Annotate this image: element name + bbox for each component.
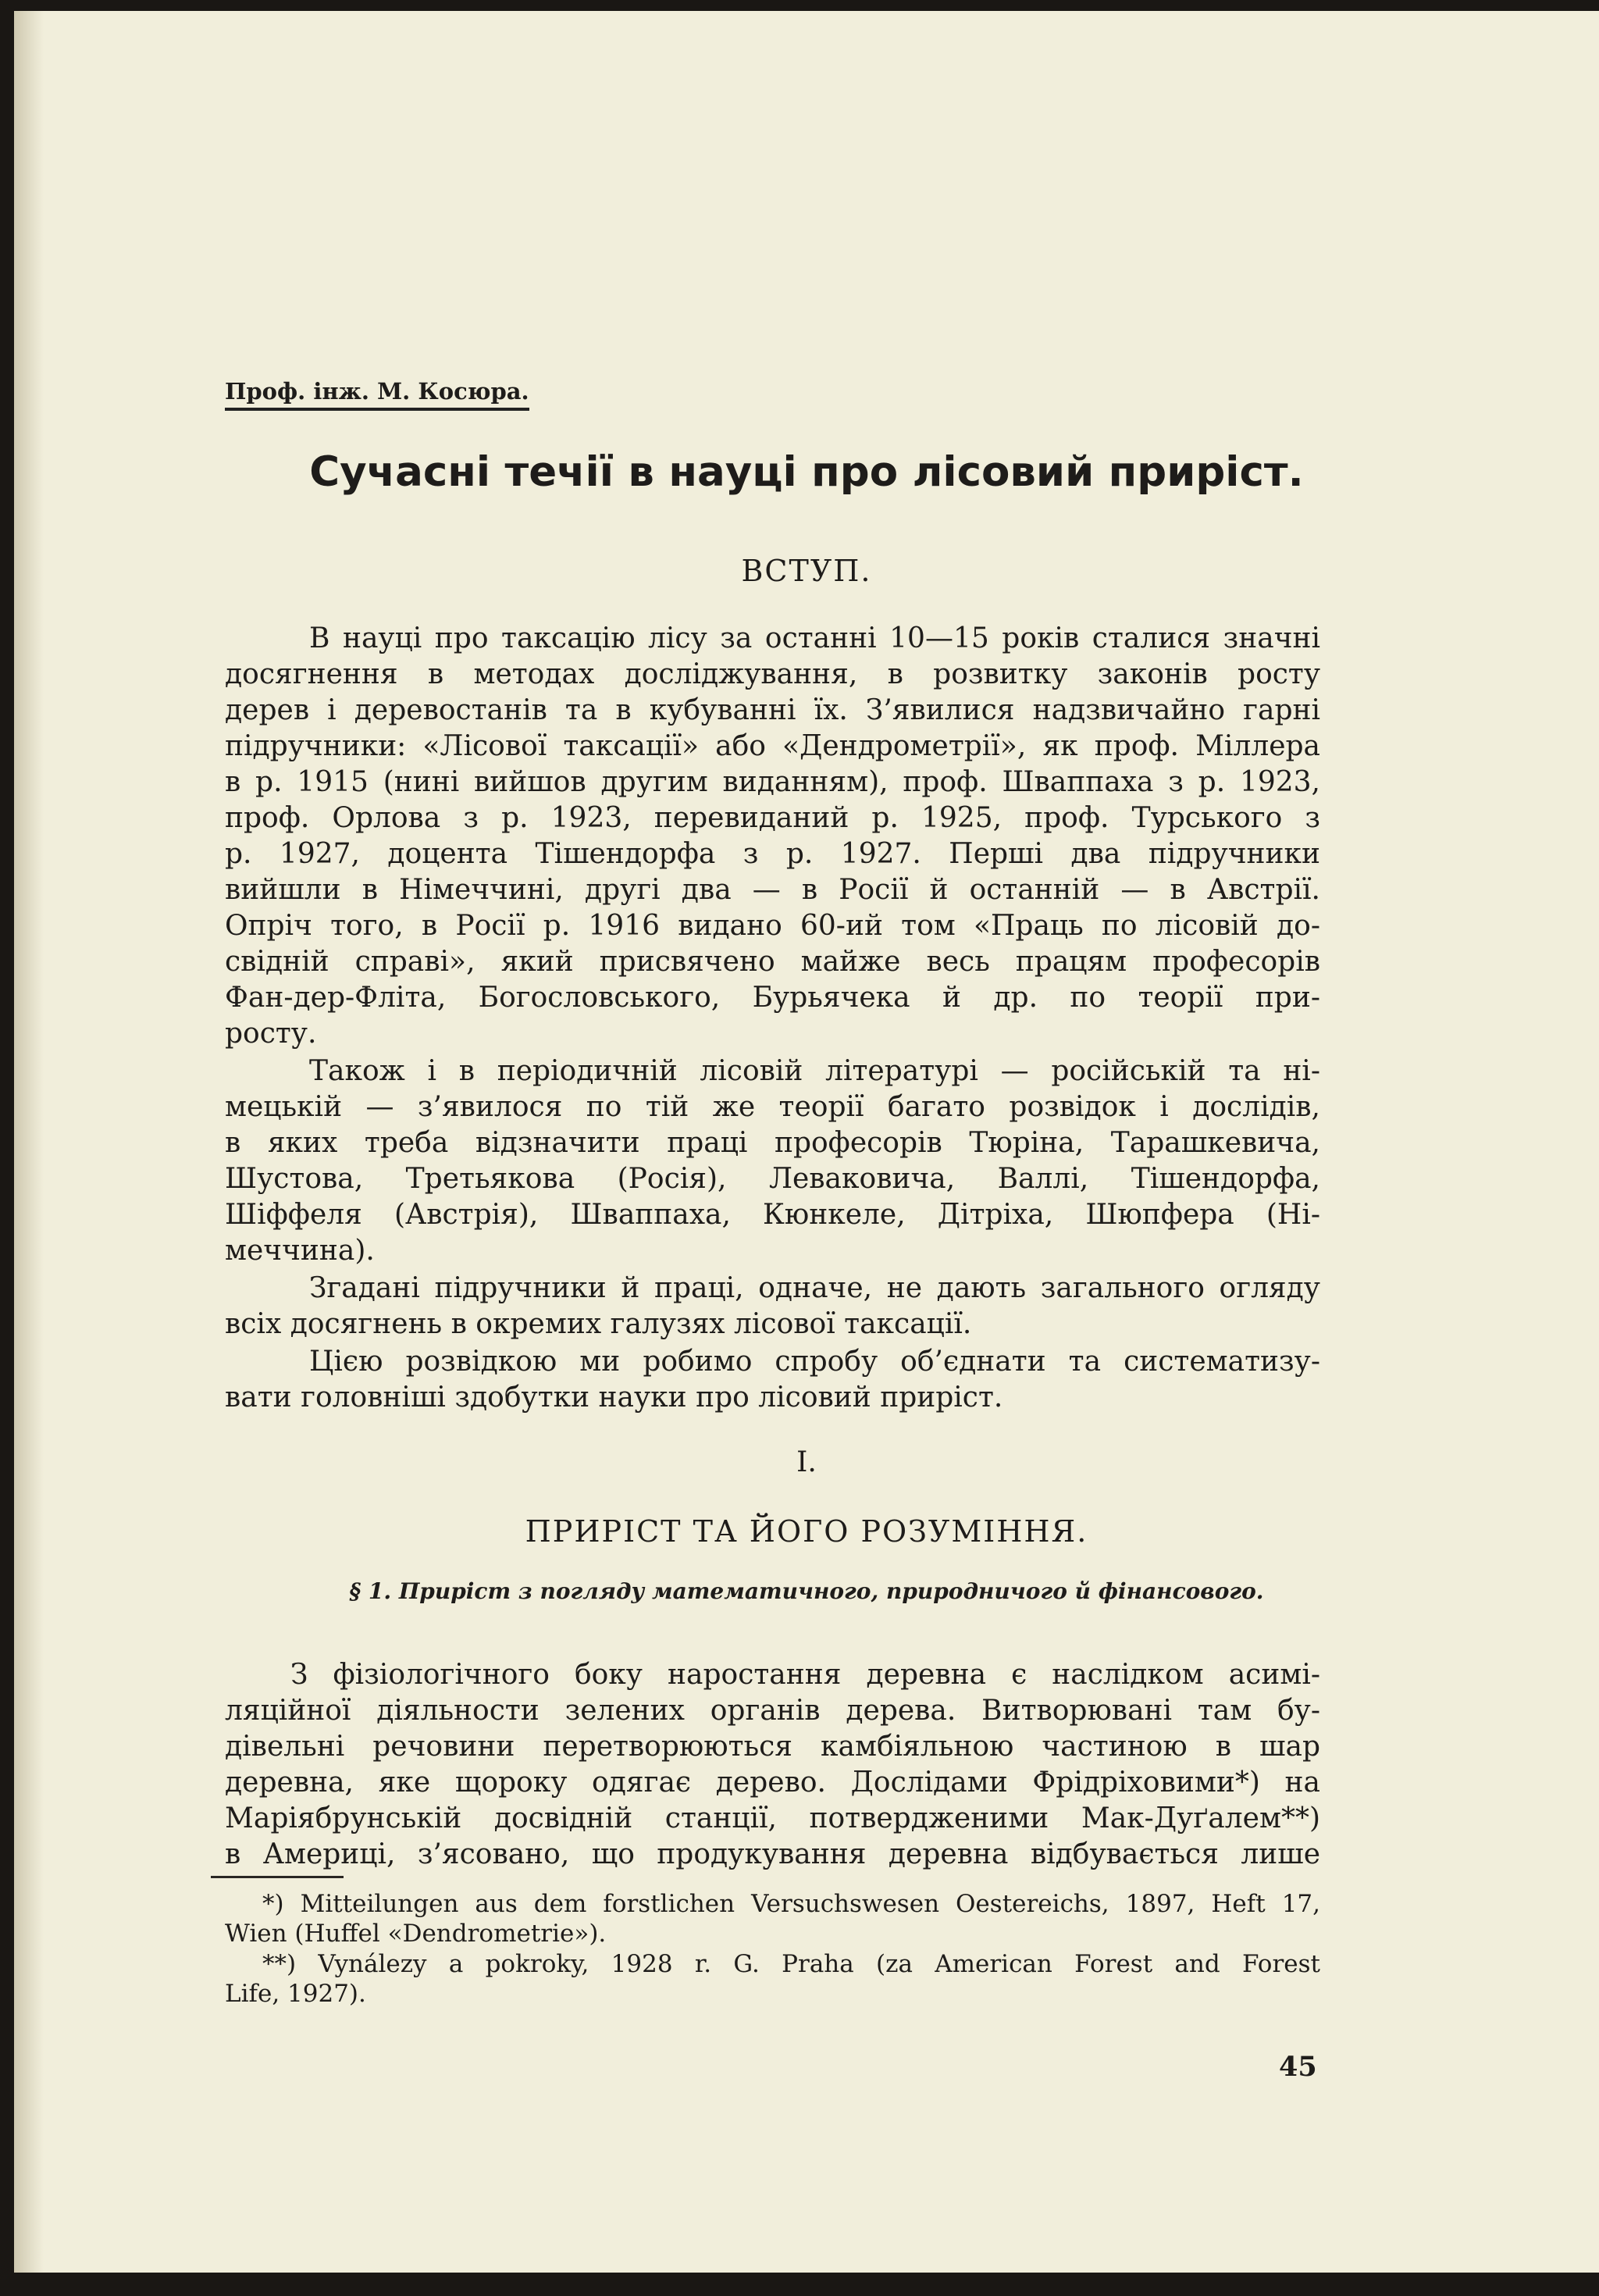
text-line: в Америці, з’ясовано, що продукування деревна відбувається лише	[225, 1838, 1320, 1870]
footnote-line: **) Vynálezy a pokroky, 1928 r. G. Praha (za American Forest and Forest	[262, 1950, 1320, 1978]
intro-heading: ВСТУП.	[741, 554, 872, 588]
section-number: I.	[796, 1446, 817, 1478]
footnote-line: Life, 1927).	[225, 1980, 366, 2008]
text-line: підручники: «Лісової таксації» або «Дендрометрії», як проф. Міллера	[225, 730, 1320, 762]
text-line: Шіффеля (Австрія), Шваппаха, Кюнкеле, Дітріха, Шюпфера (Ні-	[225, 1199, 1320, 1231]
text-line: В науці про таксацію лісу за останні 10—15 років сталися значні	[309, 622, 1320, 654]
text-line: вати головніші здобутки науки про лісовий приріст.	[225, 1382, 1003, 1414]
document-page	[14, 11, 1599, 2273]
text-line: Опріч того, в Росії р. 1916 видано 60-ий том «Праць по лісовій до-	[225, 910, 1320, 942]
section-title: ПРИРІСТ ТА ЙОГО РОЗУМІННЯ.	[525, 1514, 1088, 1549]
page-number: 45	[1279, 2051, 1317, 2083]
text-line: ляційної діяльности зелених органів дерева. Витворювані там бу-	[225, 1695, 1320, 1727]
text-line: всіх досягнень в окремих галузях лісової таксації.	[225, 1308, 972, 1340]
author-line: Проф. інж. М. Косюра.	[225, 378, 529, 411]
text-line: Шустова, Третьякова (Росія), Левaковича, Валлі, Тішендорфа,	[225, 1163, 1320, 1195]
text-line: в р. 1915 (нині вийшов другим виданням), проф. Шваппаха з р. 1923,	[225, 766, 1320, 798]
paragraph-title: § 1. Приріст з погляду математичного, природничого й фінансового.	[349, 1578, 1264, 1604]
text-line: досягнення в методах досліджування, в розвитку законів росту	[225, 658, 1320, 690]
footnote-line: *) Mitteilungen aus dem forstlichen Versuchswesen Oestereichs, 1897, Heft 17,	[262, 1890, 1320, 1918]
text-line: деревна, яке щороку одягає дерево. Дослідами Фрідріховими*) на	[225, 1767, 1320, 1799]
text-line: в яких треба відзначити праці професорів Тюріна, Тарашкевича,	[225, 1127, 1320, 1159]
text-line: свідній справі», який присвячено майже весь працям професорів	[225, 946, 1320, 978]
text-line: росту.	[225, 1018, 317, 1050]
text-line: З фізіологічного боку наростання деревна є наслідком асимі-	[290, 1659, 1320, 1691]
text-line: Згадані підручники й праці, одначе, не дають загального огляду	[309, 1272, 1320, 1304]
text-line: дерев і деревостанів та в кубуванні їх. З’явилися надзвичайно гарні	[225, 694, 1320, 726]
text-line: вийшли в Німеччині, другі два — в Росії й останній — в Австрії.	[225, 874, 1320, 906]
text-line: Цією розвідкою ми робимо спробу об’єднати та систематизу-	[309, 1346, 1320, 1378]
footnote-rule	[211, 1876, 344, 1878]
text-line: мецькій — з’явилося по тій же теорії багато розвідок і дослідів,	[225, 1091, 1320, 1123]
text-line: дівельні речовини перетворюються камбіяльною частиною в шар	[225, 1731, 1320, 1763]
footnote-line: Wien (Huffel «Dendrometrie»).	[225, 1920, 607, 1948]
article-title: Сучасні течії в науці про лісовий приріст.	[309, 448, 1304, 496]
text-line: проф. Орлова з р. 1923, перевиданий р. 1925, проф. Турського з	[225, 802, 1320, 834]
text-line: р. 1927, доцента Тішендорфа з р. 1927. Перші два підручники	[225, 838, 1320, 870]
text-line: Фан-дер-Фліта, Богословського, Бурьячека й др. по теорії при-	[225, 982, 1320, 1014]
text-line: меччина).	[225, 1235, 375, 1267]
text-line: Також і в періодичній лісовій літературі — російській та ні-	[309, 1055, 1320, 1087]
text-line: Маріябрунській досвідній станції, потвердженими Мак-Дуґалем**)	[225, 1802, 1320, 1834]
